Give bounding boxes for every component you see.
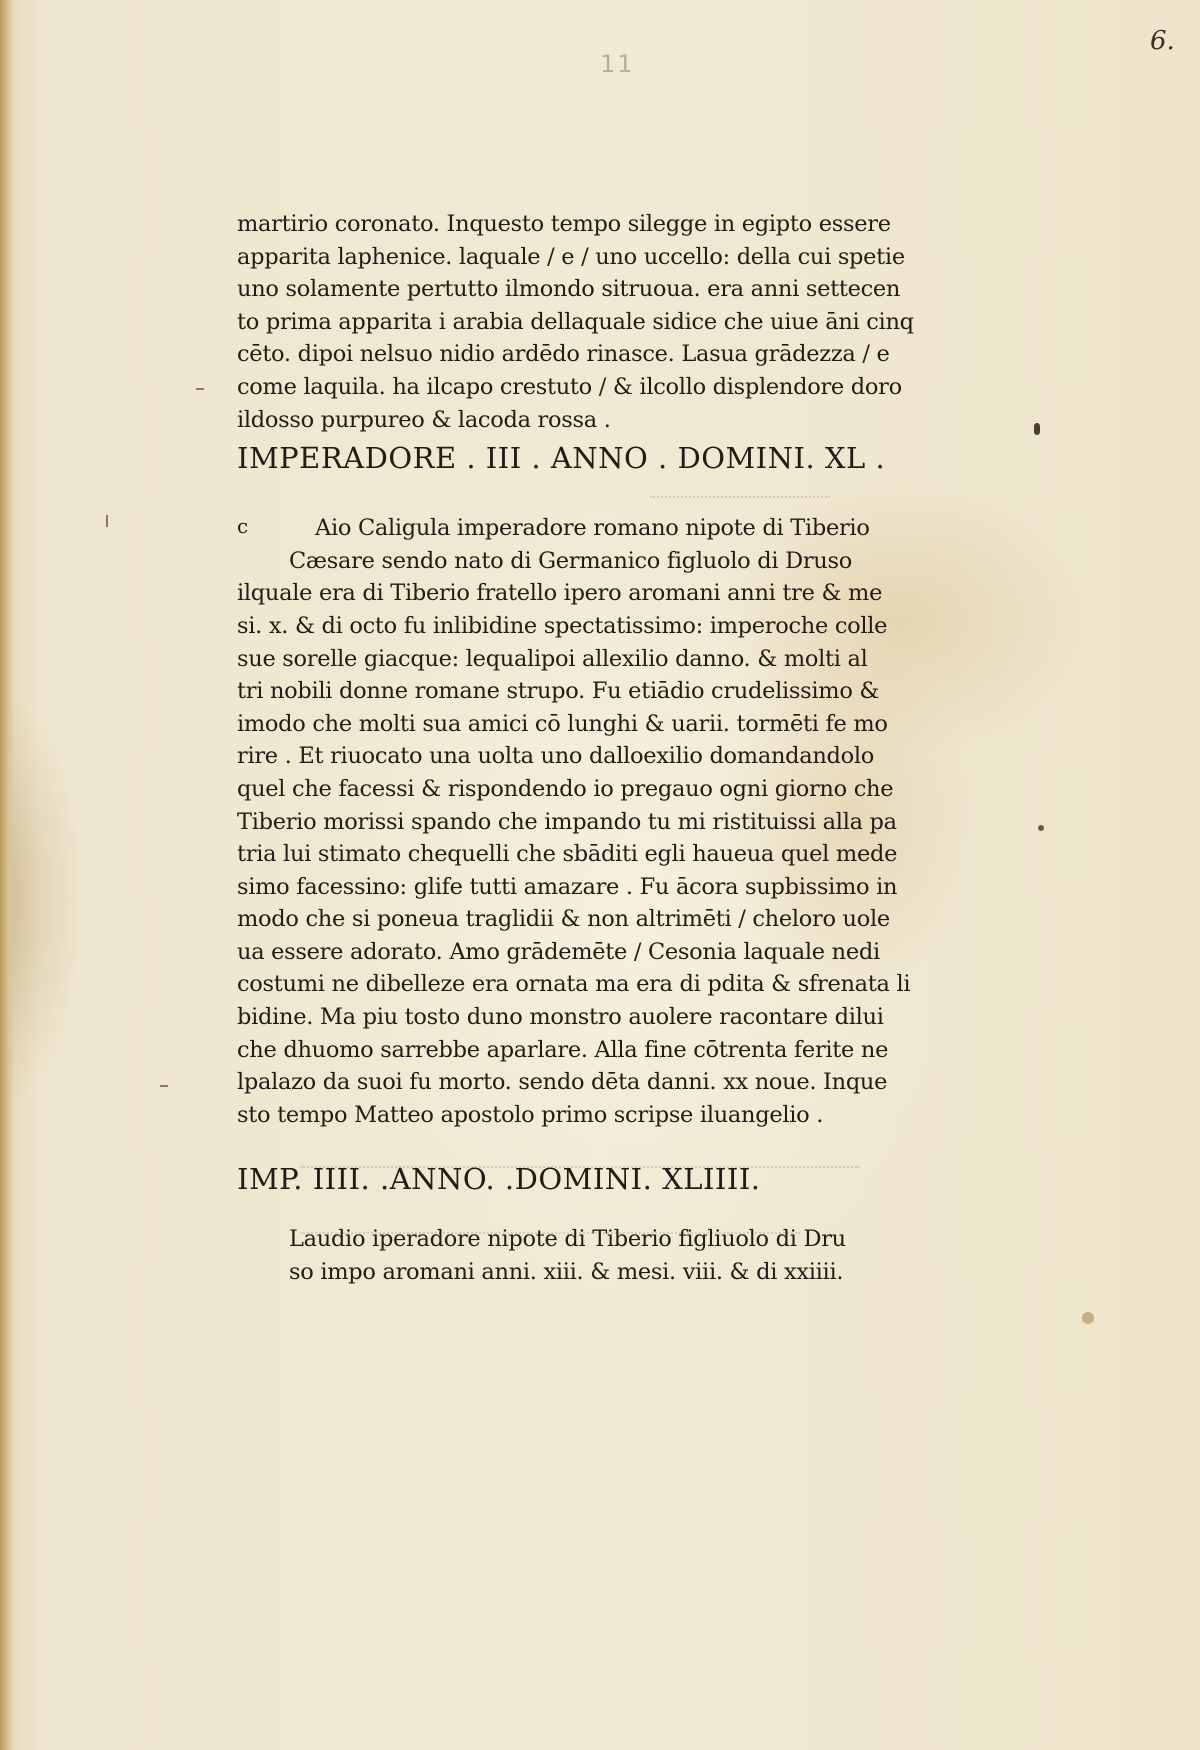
text-line: ilquale era di Tiberio fratello ipero aromani anni tre & me xyxy=(237,580,883,607)
stain-spot xyxy=(1082,1312,1094,1324)
text-line: tri nobili donne romane strupo. Fu etiādio crudelissimo & xyxy=(237,678,880,705)
text-line: rire . Et riuocato una uolta uno dalloexilio domandandolo xyxy=(237,743,875,770)
text-line: costumi ne dibelleze era ornata ma era di pdita & sfrenata li xyxy=(237,971,911,998)
text-line: uno solamente pertutto ilmondo sitruoua. era anni settecen xyxy=(237,276,901,303)
section-heading-caligula: IMPERADORE . III . ANNO . DOMINI. XL . xyxy=(237,441,886,476)
text-line: Aio Caligula imperadore romano nipote di Tiberio xyxy=(315,515,870,542)
initial-guide-letter: c xyxy=(237,514,249,539)
text-line: come laquila. ha ilcapo crestuto / & ilcollo displendore doro xyxy=(237,373,902,400)
text-line: to prima apparita i arabia dellaquale sidice che uiue āni cinq xyxy=(237,308,914,335)
text-line: modo che si poneua traglidii & non altrimēti / cheloro uole xyxy=(237,906,890,933)
section-heading-claudius: IMP. IIII. .ANNO. .DOMINI. XLIIII. xyxy=(237,1162,761,1197)
text-line: sue sorelle giacque: lequalipoi allexilio danno. & molti al xyxy=(237,645,868,672)
text-line: tria lui stimato chequelli che sbāditi egli haueua quel mede xyxy=(237,841,898,868)
text-line: imodo che molti sua amici cō lunghi & uarii. tormēti fe mo xyxy=(237,710,888,737)
text-line: lpalazo da suoi fu morto. sendo dēta danni. xx noue. Inque xyxy=(237,1069,888,1096)
text-line: Cæsare sendo nato di Germanico figluolo di Druso xyxy=(289,547,852,574)
paragraph-claudius xyxy=(237,1223,917,1288)
margin-dot xyxy=(1038,825,1044,831)
text-line: sto tempo Matteo apostolo primo scripse iluangelio . xyxy=(237,1101,824,1128)
text-line: simo facessino: glife tutti amazare . Fu ācora supbissimo in xyxy=(237,873,898,900)
text-block xyxy=(237,208,917,1289)
paragraph-phoenix xyxy=(237,208,917,436)
text-line: martirio coronato. Inquesto tempo silegge in egipto essere xyxy=(237,211,891,237)
text-line: che dhuomo sarrebbe aparlare. Alla fine cōtrenta ferite ne xyxy=(237,1036,889,1063)
margin-dot xyxy=(1034,423,1040,435)
text-line: quel che facessi & rispondendo io pregauo ogni giorno che xyxy=(237,775,894,802)
margin-tick xyxy=(106,515,108,527)
text-line: Laudio iperadore nipote di Tiberio figliuolo di Dru xyxy=(289,1226,846,1253)
paragraph-caligula xyxy=(237,512,917,1131)
pencil-annotation: 11 xyxy=(600,50,635,78)
text-line: Tiberio morissi spando che impando tu mi ristituissi alla pa xyxy=(237,808,897,835)
text-line: ua essere adorato. Amo grādemēte / Cesonia laquale nedi xyxy=(237,938,880,965)
page-left-edge-shadow xyxy=(0,0,14,1750)
margin-tick xyxy=(160,1085,168,1087)
text-line: cēto. dipoi nelsuo nidio ardēdo rinasce. Lasua grādezza / e xyxy=(237,341,890,368)
margin-tick xyxy=(196,388,204,390)
text-line: si. x. & di octo fu inlibidine spectatissimo: imperoche colle xyxy=(237,612,888,639)
page-number: 6. xyxy=(1150,26,1175,56)
text-line: apparita laphenice. laquale / e / uno uccello: della cui spetie xyxy=(237,243,905,270)
text-line: bidine. Ma piu tosto duno monstro auolere racontare dilui xyxy=(237,1004,884,1031)
text-line: ildosso purpureo & lacoda rossa . xyxy=(237,406,611,433)
text-line: so impo aromani anni. xiii. & mesi. viii. & di xxiiii. xyxy=(289,1259,844,1286)
